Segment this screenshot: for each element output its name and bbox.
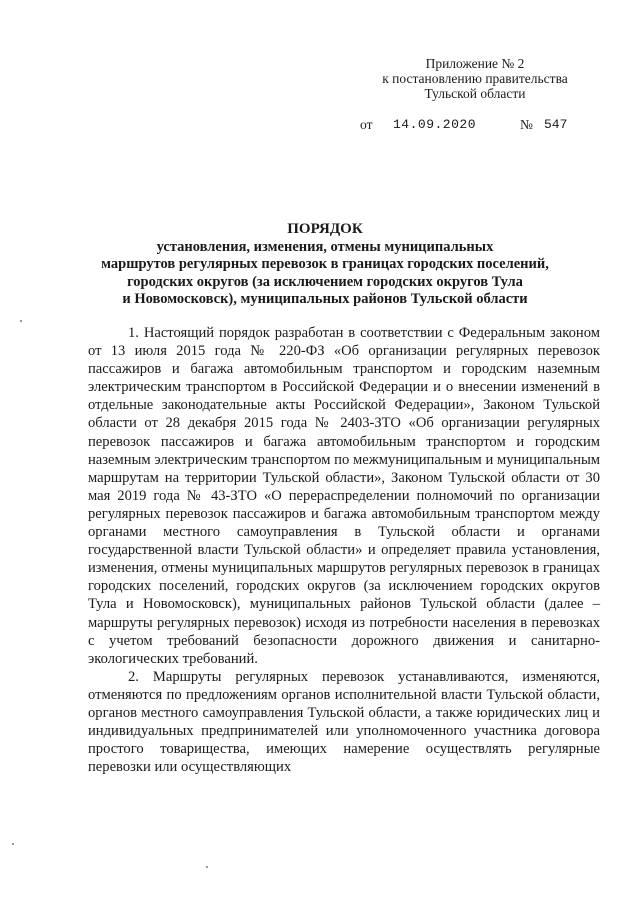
appendix-reference: к постановлению правительства [382,71,568,86]
appendix-region: Тульской области [424,86,526,101]
title-subline: городских округов (за исключением городских округов Тула [127,273,523,290]
scan-speck [12,843,14,845]
paragraph-2: 2. Маршруты регулярных перевозок устанавливаются, изменяются, отменяются по предложениям органов исполнительной власти Тульской области, органов местного самоуправления Тульской области, а также юридических лиц и индивидуальных предпринимателей или уполномоченного участника договора простого товарищества, имеющих намерение осуществлять регулярные перевозки или осуществляющих [88,668,600,776]
appendix-header [360,56,590,101]
title-subline: маршрутов регулярных перевозок в границах городских поселений, [101,256,549,272]
scan-speck [20,320,22,322]
paragraph-1: 1. Настоящий порядок разработан в соответствии с Федеральным законом от 13 июля 2015 года № 220-ФЗ «Об организации регулярных перевозок пассажиров и багажа автомобильным транспортом и городским наземным электрическим транспортом в Российской Федерации и о внесении изменений в отдельные законодательные акты Российской Федерации», Законом Тульской области от 28 декабря 2015 года № 2403-ЗТО «Об организации регулярных перевозок пассажиров и багажа автомобильным транспортом и городским наземным электрическим транспортом по межмуниципальным и муниципальным маршрутам на территории Тульской области», Законом Тульской области от 30 мая 2019 года № 43-ЗТО «О перераспределении полномочий по организации регулярных перевозок пассажиров и багажа автомобильным транспортом между органами местного самоуправления в Тульской области и органами государственной власти Тульской области» и определяет правила установления, изменения, отмены муниципальных маршрутов регулярных перевозок в границах городских поселений, городских округов (за исключением городских округов Тула и Новомосковск), муниципальных районов Тульской области (далее – маршруты регулярных перевозок) исходя из потребности населения в перевозках с учетом требований безопасности дорожного движения и санитарно-экологических требований. [88,325,600,667]
number-label: № [520,117,533,132]
document-title-block [40,221,610,309]
appendix-number: Приложение № 2 [425,56,525,71]
title-subline: и Новомосковск), муниципальных районов Тульской области [122,291,528,307]
resolution-date: 14.09.2020 [393,117,477,132]
date-label: от [360,117,373,132]
document-title: ПОРЯДОК [287,221,363,237]
scan-speck [206,866,208,868]
resolution-number: 547 [544,117,568,132]
title-subline: установления, изменения, отмены муниципальных [156,238,494,255]
document-body [88,324,600,776]
